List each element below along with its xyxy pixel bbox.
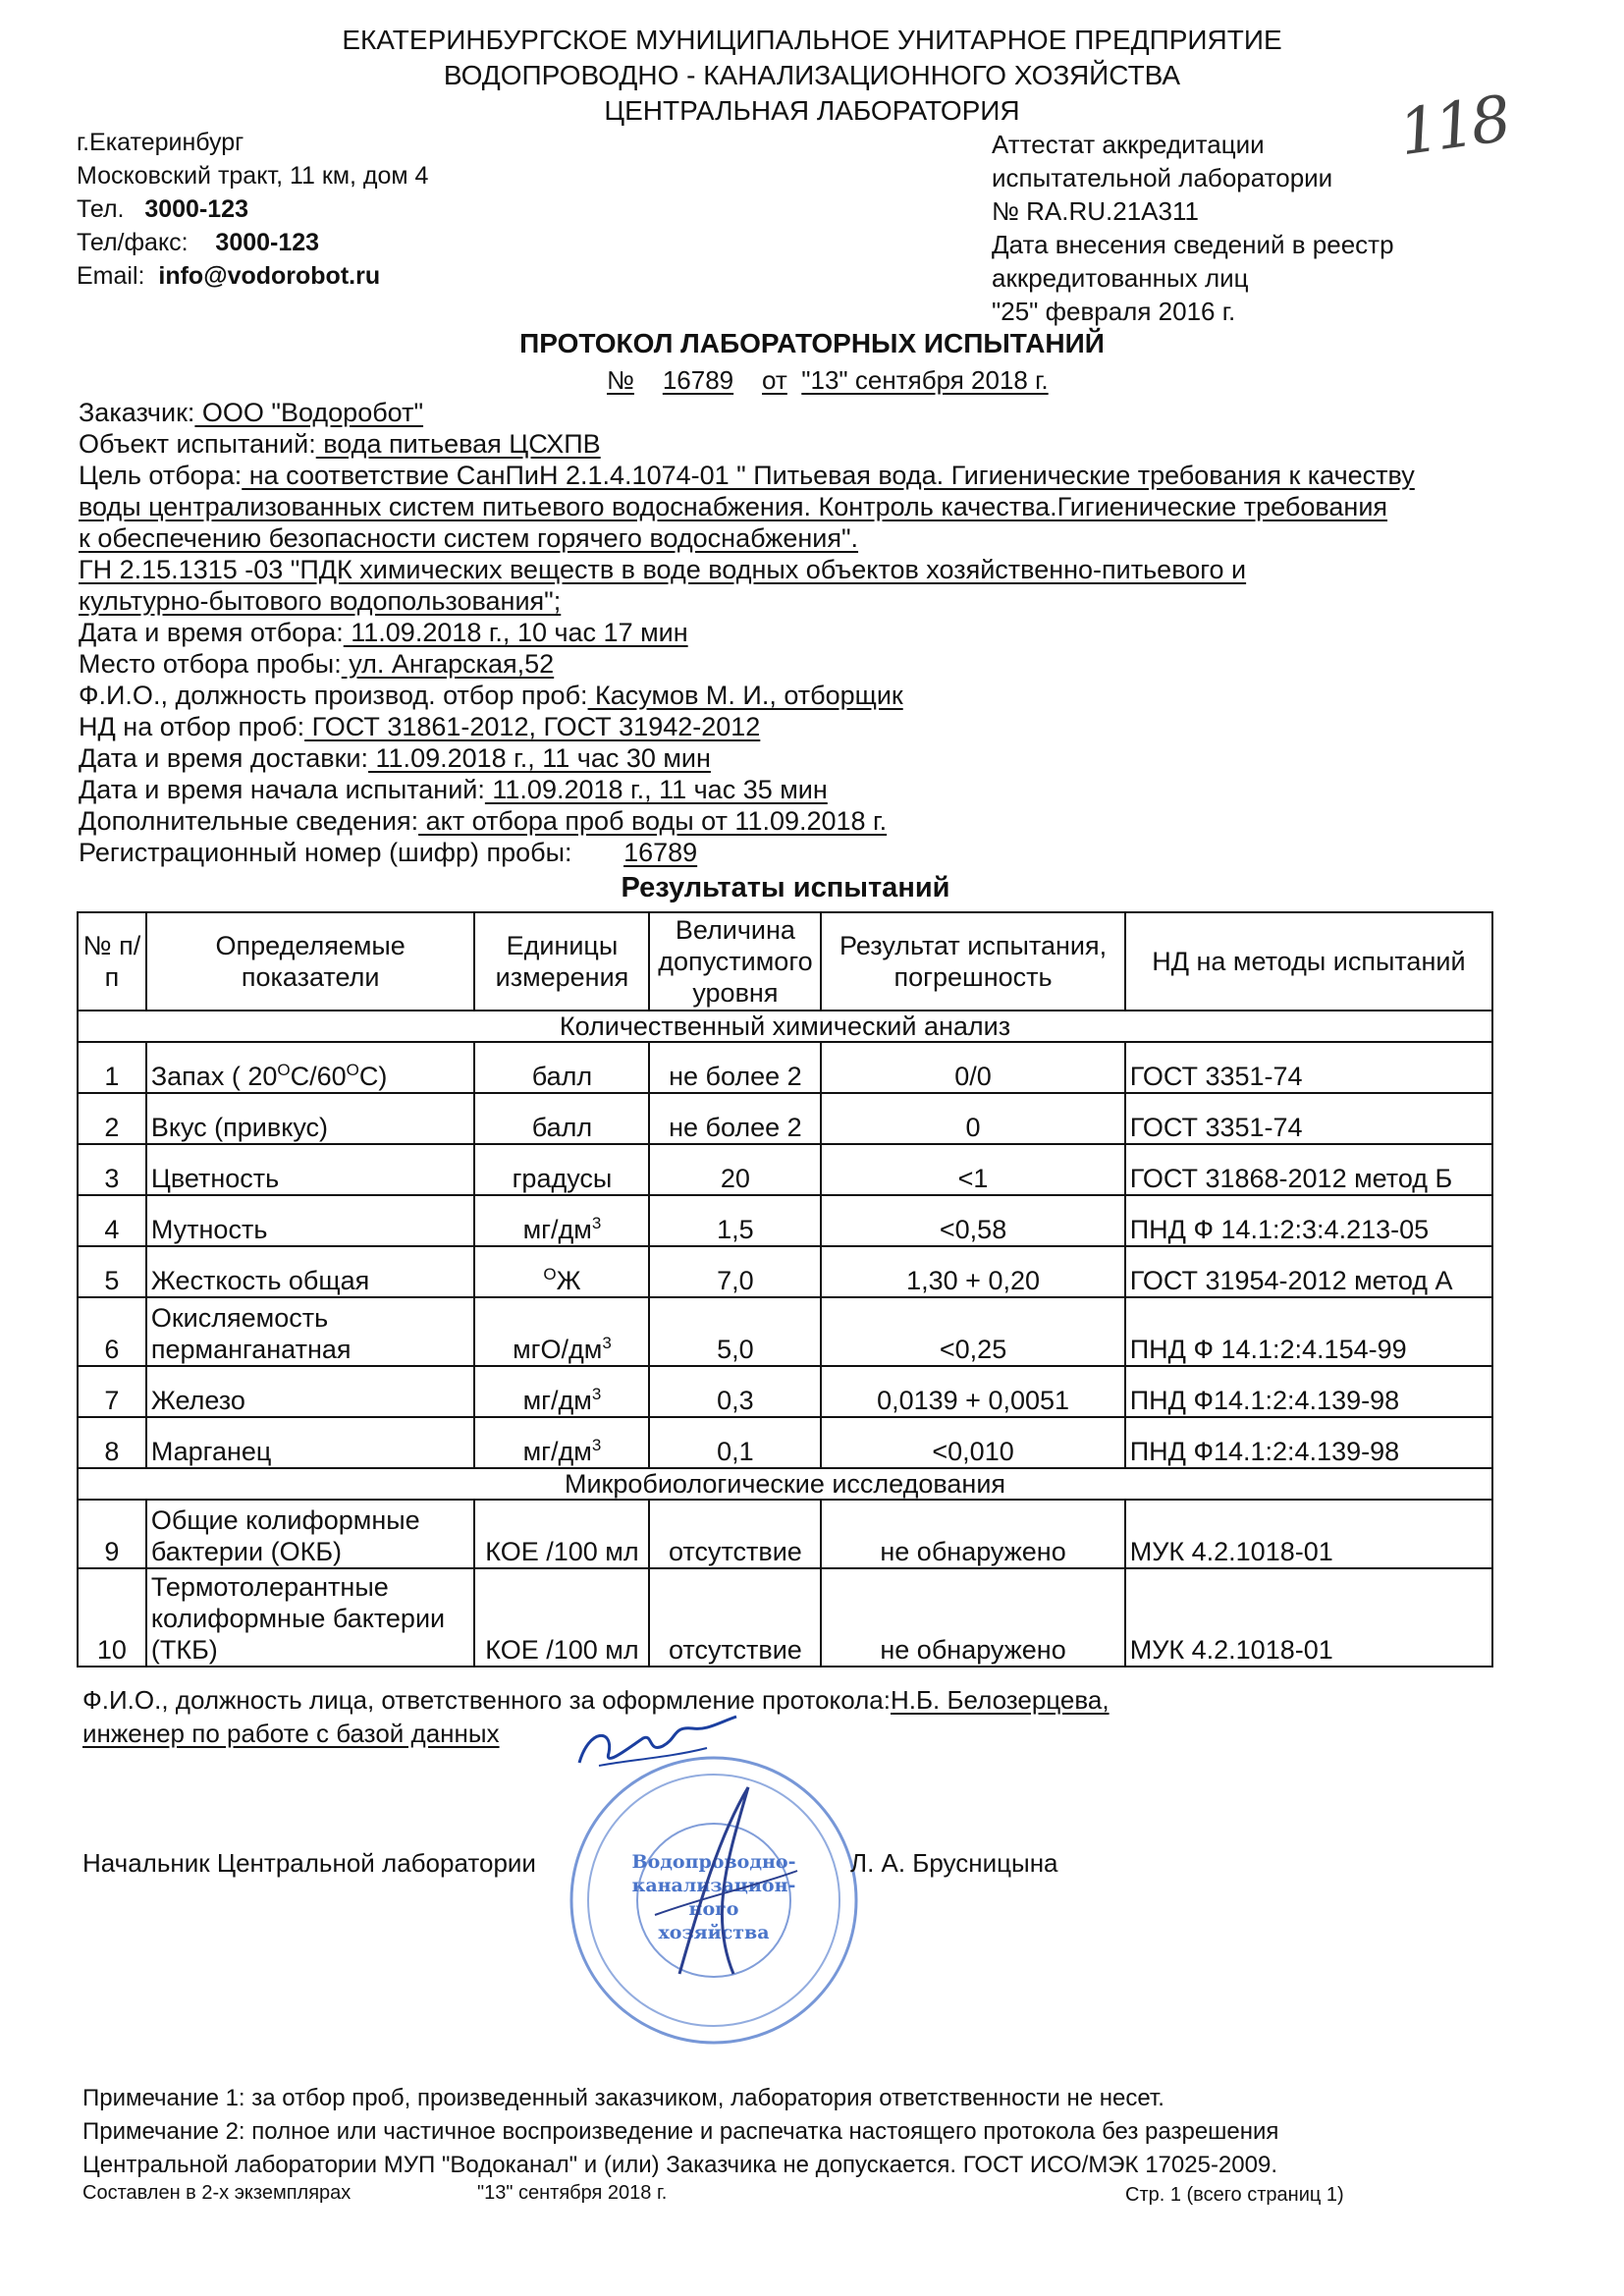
note-1: Примечание 1: за отбор проб, произведенный заказчиком, лаборатория ответственности не несет.: [82, 2085, 1164, 2111]
cell-result: <0,010: [821, 1417, 1124, 1468]
cell-param: Железо: [146, 1366, 475, 1417]
address-email: Email: info@vodorobot.ru: [77, 262, 381, 290]
address-block: [77, 126, 428, 293]
cell-method: ГОСТ 31868-2012 метод Б: [1125, 1144, 1492, 1195]
cell-unit: $мг/дм^3$: [474, 1366, 649, 1417]
organization-stamp: [562, 1748, 866, 2052]
field-purpose-3: к обеспечению безопасности систем горячего водоснабжения".: [79, 523, 859, 553]
field-sample-datetime: Дата и время отбора: 11.09.2018 г., 10 час 17 мин: [79, 618, 688, 647]
cell-result: 1,30 + 0,20: [821, 1246, 1124, 1297]
cell-num: 1: [78, 1042, 146, 1093]
cell-unit: КОЕ /100 мл: [474, 1568, 649, 1667]
accreditation-line-2: испытательной лаборатории: [992, 163, 1333, 192]
cell-param: Жесткость общая: [146, 1246, 475, 1297]
protocol-number-line: № 16789 от "13" сентября 2018 г.: [607, 365, 1049, 395]
cell-param: Окисляемость перманганатная: [146, 1297, 475, 1366]
field-sample-place: Место отбора пробы: ул. Ангарская,52: [79, 649, 555, 679]
cell-result: 0,0139 + 0,0051: [821, 1366, 1124, 1417]
org-header-line-3: ЦЕНТРАЛЬНАЯ ЛАБОРАТОРИЯ: [604, 95, 1020, 126]
section-microbiology: [78, 1468, 1492, 1500]
field-sampler: Ф.И.О., должность производ. отбор проб: Касумов М. И., отборщик: [79, 681, 903, 710]
section-label: Количественный химический анализ: [78, 1011, 1492, 1042]
accreditation-line-3: № RA.RU.21A311: [992, 196, 1199, 226]
handwritten-page-number: 118: [1394, 82, 1512, 171]
table-header-row: [78, 912, 1492, 1011]
copies-date: "13" сентября 2018 г.: [477, 2182, 668, 2204]
field-extra: Дополнительные сведения: акт отбора проб воды от 11.09.2018 г.: [79, 806, 888, 836]
cell-unit: $мг/дм^3$: [474, 1195, 649, 1246]
cell-param: Цветность: [146, 1144, 475, 1195]
svg-text:канализацион-: канализацион-: [631, 1875, 796, 1896]
cell-result: не обнаружено: [821, 1568, 1124, 1667]
field-purpose-2: воды централизованных систем питьевого водоснабжения. Контроль качества.Гигиенические требования: [79, 492, 1388, 521]
cell-param: Марганец: [146, 1417, 475, 1468]
note-2a: Примечание 2: полное или частичное воспроизведение и распечатка настоящего протокола без разрешения: [82, 2118, 1279, 2145]
accreditation-line-5: аккредитованных лиц: [992, 263, 1249, 293]
table-row: [78, 1195, 1492, 1246]
cell-param: Мутность: [146, 1195, 475, 1246]
header-num: № п/п: [78, 912, 146, 1011]
accreditation-line-6: "25" февраля 2016 г.: [992, 297, 1236, 326]
field-purpose-5: культурно-бытового водопользования";: [79, 586, 562, 616]
cell-result: <0,25: [821, 1297, 1124, 1366]
table-row: [78, 1568, 1492, 1667]
field-customer: Заказчик: ООО "Водоробот": [79, 398, 424, 427]
svg-text:хозяйства: хозяйства: [658, 1922, 770, 1943]
cell-param: Вкус (привкус): [146, 1093, 475, 1144]
cell-method: ПНД Ф14.1:2:4.139-98: [1125, 1417, 1492, 1468]
cell-result: 0/0: [821, 1042, 1124, 1093]
chief-label: Начальник Центральной лаборатории: [82, 1848, 536, 1878]
cell-result: <0,58: [821, 1195, 1124, 1246]
cell-limit: 0,3: [649, 1366, 821, 1417]
cell-limit: отсутствие: [649, 1500, 821, 1568]
cell-unit: балл: [474, 1093, 649, 1144]
cell-param: Термотолерантные колиформные бактерии (ТКБ): [146, 1568, 475, 1667]
results-title: Результаты испытаний: [621, 872, 950, 903]
table-row: [78, 1093, 1492, 1144]
cell-limit: 5,0: [649, 1297, 821, 1366]
cell-num: 7: [78, 1366, 146, 1417]
header-result: Результат испытания, погрешность: [821, 912, 1124, 1011]
protocol-title: ПРОТОКОЛ ЛАБОРАТОРНЫХ ИСПЫТАНИЙ: [519, 328, 1105, 358]
page-counter: Стр. 1 (всего страниц 1): [1125, 2184, 1344, 2206]
table-row: [78, 1500, 1492, 1568]
cell-limit: 1,5: [649, 1195, 821, 1246]
cell-limit: не более 2: [649, 1093, 821, 1144]
cell-unit: мгО/$дм^3$: [474, 1297, 649, 1366]
cell-result: <1: [821, 1144, 1124, 1195]
address-fax: Тел/факс: 3000-123: [77, 229, 320, 256]
cell-num: 4: [78, 1195, 146, 1246]
header-limit: Величина допустимого уровня: [649, 912, 821, 1011]
field-object: Объект испытаний: вода питьевая ЦСХПВ: [79, 429, 601, 459]
field-purpose: Цель отбора: на соответствие СанПиН 2.1.4.1074-01 " Питьевая вода. Гигиенические требования к качеству: [79, 461, 1415, 490]
cell-num: 3: [78, 1144, 146, 1195]
field-reg-number: Регистрационный номер (шифр) пробы: 16789: [79, 838, 698, 867]
cell-method: ПНД Ф14.1:2:4.139-98: [1125, 1366, 1492, 1417]
cell-method: ПНД Ф 14.1:2:3:4.213-05: [1125, 1195, 1492, 1246]
org-header-line-1: ЕКАТЕРИНБУРГСКОЕ МУНИЦИПАЛЬНОЕ УНИТАРНОЕ ПРЕДПРИЯТИЕ: [342, 25, 1282, 55]
cell-param: Запах ( $20^ОС/60^ОС$): [146, 1042, 475, 1093]
cell-num: 9: [78, 1500, 146, 1568]
table-row: [78, 1246, 1492, 1297]
cell-method: ПНД Ф 14.1:2:4.154-99: [1125, 1297, 1492, 1366]
results-table: [77, 911, 1493, 1667]
section-label: Микробиологические исследования: [78, 1468, 1492, 1500]
cell-unit: КОЕ /100 мл: [474, 1500, 649, 1568]
notes-block: [82, 2082, 1477, 2182]
cell-method: ГОСТ 31954-2012 метод А: [1125, 1246, 1492, 1297]
table-row: [78, 1144, 1492, 1195]
header-method: НД на методы испытаний: [1125, 912, 1492, 1011]
cell-method: МУК 4.2.1018-01: [1125, 1500, 1492, 1568]
table-row: [78, 1417, 1492, 1468]
cell-limit: 0,1: [649, 1417, 821, 1468]
cell-result: 0: [821, 1093, 1124, 1144]
cell-method: ГОСТ 3351-74: [1125, 1042, 1492, 1093]
table-row: [78, 1297, 1492, 1366]
cell-unit: $^О$Ж: [474, 1246, 649, 1297]
cell-param: Общие колиформные бактерии (ОКБ): [146, 1500, 475, 1568]
cell-method: ГОСТ 3351-74: [1125, 1093, 1492, 1144]
responsible-line: Ф.И.О., должность лица, ответственного за оформление протокола:Н.Б. Белозерцева,: [82, 1685, 1110, 1715]
address-tel: Тел. 3000-123: [77, 195, 248, 223]
address-street: Московский тракт, 11 км, дом 4: [77, 162, 429, 190]
header-param: Определяемые показатели: [146, 912, 475, 1011]
cell-limit: отсутствие: [649, 1568, 821, 1667]
svg-text:ного: ного: [688, 1898, 739, 1920]
accreditation-line-4: Дата внесения сведений в реестр: [992, 230, 1394, 259]
protocol-fields: [79, 397, 1473, 868]
cell-unit: $мг/дм^3$: [474, 1417, 649, 1468]
copies-note: Составлен в 2-х экземплярах: [82, 2182, 352, 2204]
cell-unit: балл: [474, 1042, 649, 1093]
cell-limit: 7,0: [649, 1246, 821, 1297]
cell-unit: градусы: [474, 1144, 649, 1195]
cell-result: не обнаружено: [821, 1500, 1124, 1568]
cell-num: 8: [78, 1417, 146, 1468]
field-delivery: Дата и время доставки: 11.09.2018 г., 11 час 30 мин: [79, 743, 711, 773]
responsible-position: инженер по работе с базой данных: [82, 1719, 500, 1748]
cell-num: 10: [78, 1568, 146, 1667]
cell-num: 2: [78, 1093, 146, 1144]
section-chemical: [78, 1011, 1492, 1042]
field-sampling-nd: НД на отбор проб: ГОСТ 31861-2012, ГОСТ 31942-2012: [79, 712, 761, 741]
address-city: г.Екатеринбург: [77, 129, 244, 156]
org-header-line-2: ВОДОПРОВОДНО - КАНАЛИЗАЦИОННОГО ХОЗЯЙСТВА: [443, 60, 1181, 90]
header-unit: Единицы измерения: [474, 912, 649, 1011]
field-purpose-4: ГН 2.15.1315 -03 "ПДК химических веществ в воде водных объектов хозяйственно-питьевого и: [79, 555, 1247, 584]
cell-limit: не более 2: [649, 1042, 821, 1093]
field-test-start: Дата и время начала испытаний: 11.09.2018 г., 11 час 35 мин: [79, 775, 828, 804]
svg-text:Водопроводно-: Водопроводно-: [631, 1851, 796, 1873]
cell-limit: 20: [649, 1144, 821, 1195]
accreditation-line-1: Аттестат аккредитации: [992, 130, 1265, 159]
note-2b: Центральной лаборатории МУП "Водоканал" и (или) Заказчика не допускается. ГОСТ ИСО/МЭК 17025-2009.: [82, 2152, 1277, 2178]
table-row: [78, 1366, 1492, 1417]
accreditation-block: [992, 128, 1394, 328]
cell-method: МУК 4.2.1018-01: [1125, 1568, 1492, 1667]
cell-num: 6: [78, 1297, 146, 1366]
cell-num: 5: [78, 1246, 146, 1297]
table-row: [78, 1042, 1492, 1093]
chief-name: Л. А. Брусницына: [850, 1848, 1058, 1878]
